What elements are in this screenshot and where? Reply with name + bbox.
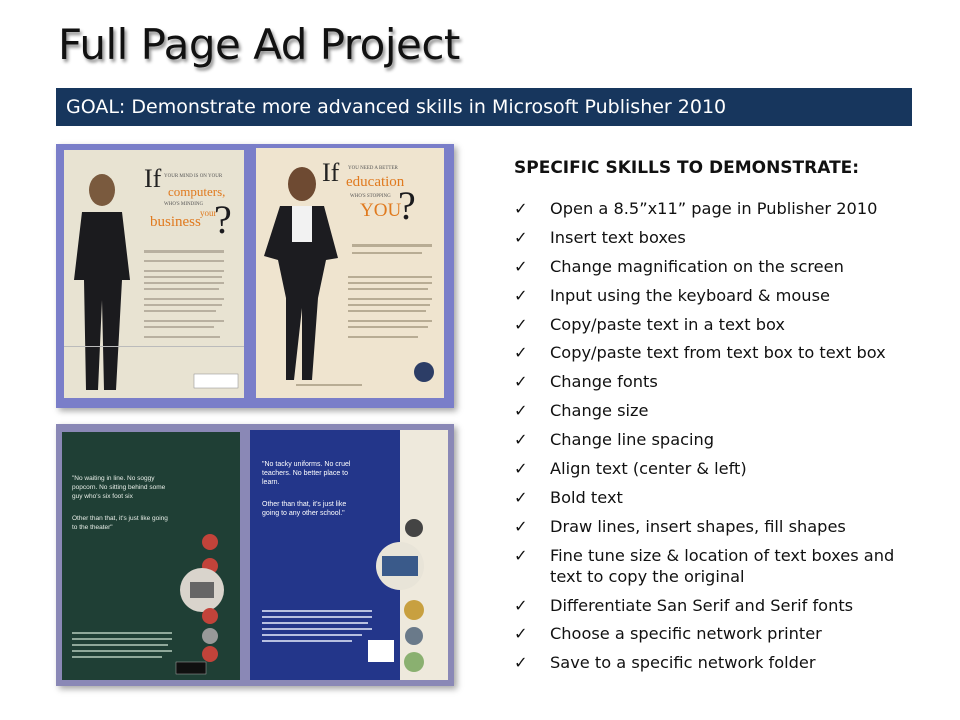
photo-example-ads-bottom (56, 424, 454, 686)
ad4-quote-2: Other than that, it's just like going to any other school." (262, 501, 347, 517)
ad1-line2: computers, (168, 184, 226, 199)
ad1-if: If (144, 164, 162, 193)
checkmark-icon: ✓ (514, 430, 528, 450)
skill-item (514, 595, 914, 616)
skill-text: Copy/paste text in a text box (550, 314, 786, 334)
checkmark-icon: ✓ (514, 487, 528, 507)
ad2-if: If (322, 158, 340, 187)
skill-item (514, 227, 914, 248)
skill-item (514, 516, 914, 537)
skill-text: Choose a specific network printer (550, 624, 822, 644)
skill-item (514, 285, 914, 306)
checkmark-icon: ✓ (514, 343, 528, 363)
checkmark-icon: ✓ (514, 372, 528, 392)
skill-item (514, 545, 914, 587)
ad3-graphics (62, 432, 240, 680)
ad4-quote-1: "No tacky uniforms. No cruel teachers. No better place to learn. (262, 461, 351, 486)
checkmark-icon: ✓ (514, 401, 528, 421)
skill-item (514, 256, 914, 277)
ad2-line2: education (346, 174, 405, 190)
checkmark-icon: ✓ (514, 545, 528, 565)
ad2-line4: YOU (360, 200, 402, 221)
checkmark-icon: ✓ (514, 459, 528, 479)
skill-item (514, 487, 914, 508)
skill-item (514, 371, 914, 392)
checkmark-icon: ✓ (514, 516, 528, 536)
skill-text: Change magnification on the screen (550, 256, 844, 276)
skill-text: Input using the keyboard & mouse (550, 285, 830, 305)
ad4-graphics (250, 430, 448, 680)
skill-item (514, 429, 914, 450)
ad1-question: ? (214, 197, 232, 242)
ad2-body-text-lines (256, 148, 444, 398)
goal-banner: GOAL: Demonstrate more advanced skills in Microsoft Publisher 2010 (56, 88, 912, 126)
skills-heading: SPECIFIC SKILLS TO DEMONSTRATE: (514, 158, 860, 178)
skill-text: Differentiate San Serif and Serif fonts (550, 595, 854, 615)
ad2-question: ? (398, 183, 416, 228)
ad2-line3: WHO'S STOPPING (350, 194, 391, 199)
skill-text: Copy/paste text from text box to text box (550, 343, 886, 363)
skill-text: Open a 8.5”x11” page in Publisher 2010 (550, 199, 878, 218)
skill-text: Bold text (550, 487, 623, 507)
skill-text: Change line spacing (550, 430, 715, 450)
ad1-body-text-lines (64, 150, 244, 398)
ad2-line1: YOU NEED A BETTER (348, 166, 398, 171)
skill-text: Fine tune size & location of text boxes and text to copy the original (550, 545, 895, 586)
checkmark-icon: ✓ (514, 227, 528, 247)
checkmark-icon: ✓ (514, 624, 528, 644)
ad1-line4: your (200, 208, 217, 218)
skills-panel (514, 158, 914, 681)
ad1-line3: WHO'S MINDING (164, 202, 204, 207)
ad1-line5: business (150, 214, 201, 230)
skill-text: Align text (center & left) (550, 459, 747, 479)
ad-poster-education (256, 148, 444, 398)
ad1-line1: YOUR MIND IS ON YOUR (164, 174, 223, 179)
ad3-quote-1: "No waiting in line. No soggy popcorn. No sitting behind some guy who's six foot six (72, 475, 166, 500)
skill-text: Save to a specific network folder (550, 653, 816, 673)
checkmark-icon: ✓ (514, 314, 528, 334)
ad-poster-business (64, 150, 244, 398)
slide-title: Full Page Ad Project (58, 20, 460, 69)
ad3-quote-2: Other than that, it's just like going to the theater" (72, 515, 168, 531)
skill-text: Draw lines, insert shapes, fill shapes (550, 516, 846, 536)
skill-item (514, 400, 914, 421)
checkmark-icon: ✓ (514, 653, 528, 673)
checkmark-icon: ✓ (514, 285, 528, 305)
photo-example-ads-top (56, 144, 454, 408)
skill-text: Change fonts (550, 372, 658, 392)
checkmark-icon: ✓ (514, 595, 528, 615)
skill-item (514, 458, 914, 479)
skill-item (514, 652, 914, 673)
skill-item (514, 314, 914, 335)
checkmark-icon: ✓ (514, 256, 528, 276)
ad-poster-school (250, 430, 448, 680)
skills-list (514, 198, 914, 673)
skill-text: Change size (550, 401, 649, 421)
skill-text: Insert text boxes (550, 227, 686, 247)
skill-item (514, 342, 914, 363)
skill-item (514, 198, 914, 219)
ad-poster-theater (62, 432, 240, 680)
checkmark-icon: ✓ (514, 199, 528, 218)
skill-item (514, 623, 914, 644)
